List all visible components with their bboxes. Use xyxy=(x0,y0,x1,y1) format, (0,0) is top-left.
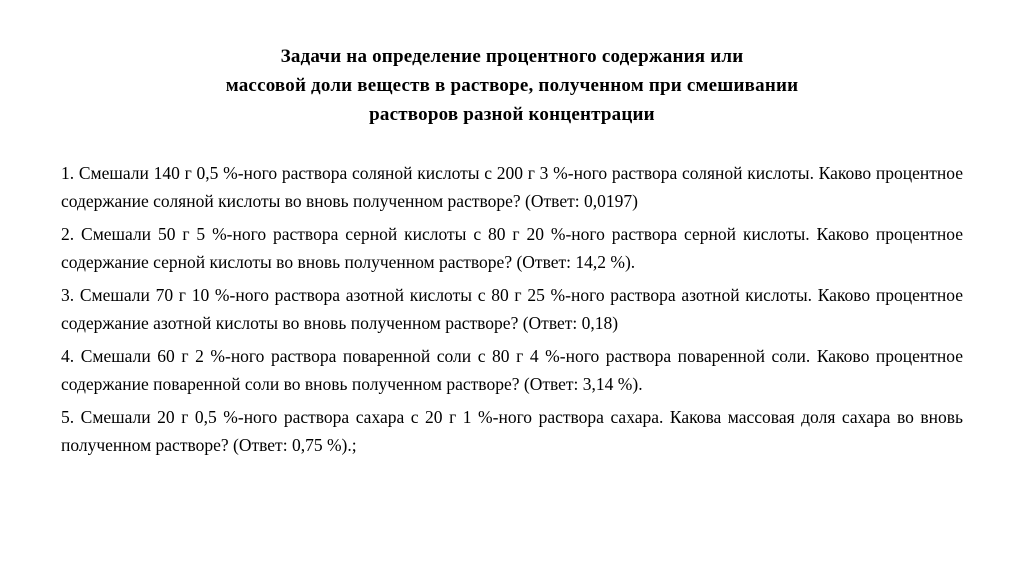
problem-item-4: 4. Смешали 60 г 2 %-ного раствора поваренной соли с 80 г 4 %-ного раствора поваренной соли. Каково процентное содержание поваренной соли во вновь полученном растворе? (Ответ: 3,14 %). xyxy=(61,346,963,394)
title-line-1: Задачи на определение процентного содержания или xyxy=(280,46,744,67)
problem-list xyxy=(61,159,963,459)
title-line-3: растворов разной концентрации xyxy=(369,104,655,125)
problem-item-1: 1. Смешали 140 г 0,5 %-ного раствора соляной кислоты с 200 г 3 %-ного раствора соляной кислоты. Каково процентное содержание соляной кислоты во вновь полученном растворе? (Ответ: 0,0197) xyxy=(61,163,963,211)
slide-title xyxy=(61,42,963,129)
problem-item-3: 3. Смешали 70 г 10 %-ного раствора азотной кислоты с 80 г 25 %-ного раствора азотной кислоты. Каково процентное содержание азотной кислоты во вновь полученном растворе? (Ответ: 0,18) xyxy=(61,285,963,333)
title-line-2: массовой доли веществ в растворе, полученном при смешивании xyxy=(225,75,799,96)
problem-item-5: 5. Смешали 20 г 0,5 %-ного раствора сахара с 20 г 1 %-ного раствора сахара. Какова массовая доля сахара во вновь полученном растворе? (Ответ: 0,75 %).; xyxy=(61,407,963,455)
problem-item-2: 2. Смешали 50 г 5 %-ного раствора серной кислоты с 80 г 20 %-ного раствора серной кислоты. Каково процентное содержание серной кислоты во вновь полученном растворе? (Ответ: 14,2 %). xyxy=(61,224,963,272)
